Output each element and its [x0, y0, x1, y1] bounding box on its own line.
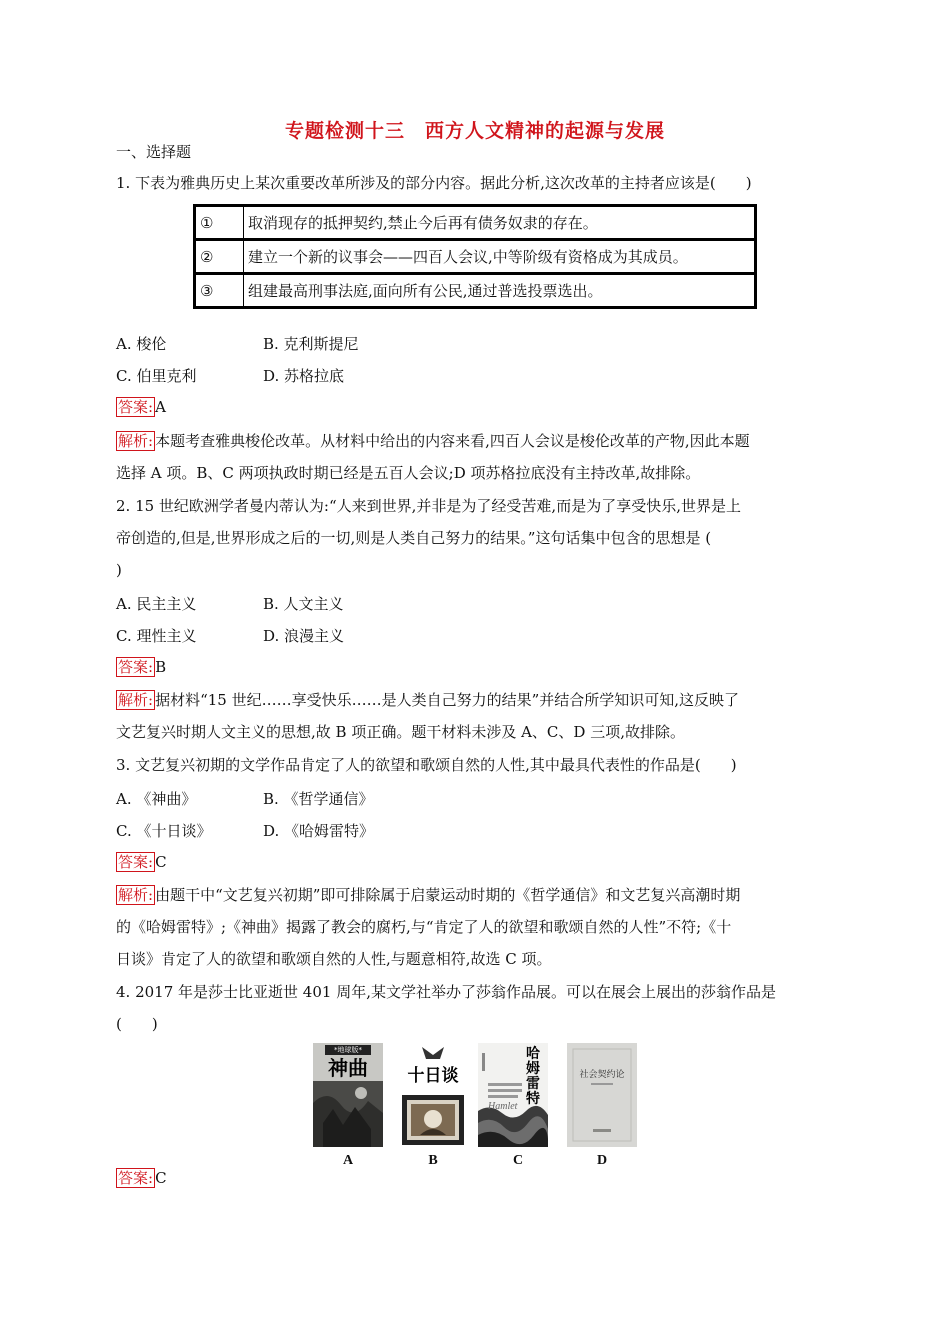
option-a: A. 《神曲》 — [116, 790, 197, 808]
option-c: C. 理性主义 — [116, 627, 197, 645]
option-b: B. 克利斯提尼 — [263, 335, 359, 353]
option-d: D. 浪漫主义 — [263, 627, 345, 645]
option-d: D. 苏格拉底 — [263, 367, 345, 385]
answer-tag: 答案: — [118, 398, 154, 416]
cover-title: 十日谈 — [407, 1066, 459, 1086]
book-cover-a — [313, 1043, 383, 1147]
cover-label-b: B — [428, 1153, 438, 1168]
book-cover-b — [398, 1043, 468, 1147]
analysis-tag: 解析: — [118, 886, 154, 904]
book-cover-d — [567, 1043, 637, 1147]
row-text: 组建最高刑事法庭,面向所有公民,通过普选投票选出。 — [244, 274, 756, 308]
analysis-line — [116, 431, 750, 451]
cover-label-c: C — [512, 1153, 524, 1168]
answer-value: C — [155, 1169, 167, 1187]
table-row — [195, 274, 756, 308]
cover-title: 哈姆雷特 — [526, 1046, 540, 1107]
question-4-stem: ( ) — [116, 1015, 158, 1033]
analysis-line — [116, 885, 740, 905]
analysis-text: 日谈》肯定了人的欲望和歌颂自然的人性,与题意相符,故选 C 项。 — [116, 950, 552, 968]
analysis-text: 选择 A 项。B、C 两项执政时期已经是五百人会议;D 项苏格拉底没有主持改革,故排除。 — [116, 464, 701, 482]
option-a: A. 民主主义 — [116, 595, 197, 613]
row-number: ③ — [195, 274, 244, 308]
answer-tag: 答案: — [118, 1169, 154, 1187]
answer-tag: 答案: — [118, 853, 154, 871]
cover-title: 神曲 — [328, 1056, 368, 1080]
book-covers-figure — [313, 1043, 643, 1173]
cover-title: 社会契约论 — [579, 1070, 625, 1080]
answer-line — [116, 1168, 167, 1188]
question-2-stem: 2. 15 世纪欧洲学者曼内蒂认为:“人来到世界,并非是为了经受苦难,而是为了享受快乐,世界是上 — [116, 497, 741, 515]
row-text: 取消现存的抵押契约,禁止今后再有债务奴隶的存在。 — [244, 206, 756, 240]
cover-subtitle: Hamlet — [488, 1101, 518, 1112]
table-row — [195, 240, 756, 274]
answer-value: C — [155, 853, 167, 871]
table-row — [195, 206, 756, 240]
option-c: C. 《十日谈》 — [116, 822, 212, 840]
analysis-text: 的《哈姆雷特》;《神曲》揭露了教会的腐朽,与“肯定了人的欲望和歌颂自然的人性”不符;《十 — [116, 918, 732, 936]
cover-badge: *地球版* — [325, 1045, 371, 1055]
option-b: B. 人文主义 — [263, 595, 344, 613]
analysis-text: 据材料“15 世纪……享受快乐……是人类自己努力的结果”并结合所学知识可知,这反映了 — [155, 691, 740, 709]
row-number: ② — [195, 240, 244, 274]
analysis-text: 文艺复兴时期人文主义的思想,故 B 项正确。题干材料未涉及 A、C、D 三项,故排除。 — [116, 723, 685, 741]
option-a: A. 梭伦 — [116, 335, 167, 353]
answer-value: A — [155, 398, 166, 416]
cover-label-d: D — [596, 1153, 608, 1168]
answer-line — [116, 657, 166, 677]
analysis-tag: 解析: — [118, 691, 154, 709]
analysis-line — [116, 690, 739, 710]
option-c: C. 伯里克利 — [116, 367, 197, 385]
option-b: B. 《哲学通信》 — [263, 790, 374, 808]
book-cover-c — [478, 1043, 548, 1147]
answer-value: B — [155, 658, 167, 676]
analysis-text: 本题考查雅典梭伦改革。从材料中给出的内容来看,四百人会议是梭伦改革的产物,因此本题 — [155, 432, 750, 450]
answer-tag: 答案: — [118, 658, 154, 676]
answer-line — [116, 852, 167, 872]
page-title: 专题检测十三 西方人文精神的起源与发展 — [284, 120, 665, 142]
question-4-stem: 4. 2017 年是莎士比亚逝世 401 周年,某文学社举办了莎翁作品展。可以在展会上展出的莎翁作品是 — [116, 983, 776, 1001]
row-text: 建立一个新的议事会——四百人会议,中等阶级有资格成为其成员。 — [244, 240, 756, 274]
row-number: ① — [195, 206, 244, 240]
analysis-text: 由题干中“文艺复兴初期”即可排除属于启蒙运动时期的《哲学通信》和文艺复兴高潮时期 — [155, 886, 741, 904]
answer-line — [116, 397, 166, 417]
question-2-stem: ) — [116, 561, 122, 579]
reform-table — [193, 204, 757, 309]
analysis-tag: 解析: — [118, 432, 154, 450]
question-3-stem: 3. 文艺复兴初期的文学作品肯定了人的欲望和歌颂自然的人性,其中最具代表性的作品是( ) — [116, 756, 737, 774]
section-heading: 一、选择题 — [116, 143, 192, 161]
question-2-stem: 帝创造的,但是,世界形成之后的一切,则是人类自己努力的结果。”这句话集中包含的思想是 ( — [116, 529, 712, 547]
option-d: D. 《哈姆雷特》 — [263, 822, 375, 840]
cover-label-a: A — [342, 1153, 354, 1168]
question-1-stem: 1. 下表为雅典历史上某次重要改革所涉及的部分内容。据此分析,这次改革的主持者应该是( ) — [116, 174, 752, 192]
